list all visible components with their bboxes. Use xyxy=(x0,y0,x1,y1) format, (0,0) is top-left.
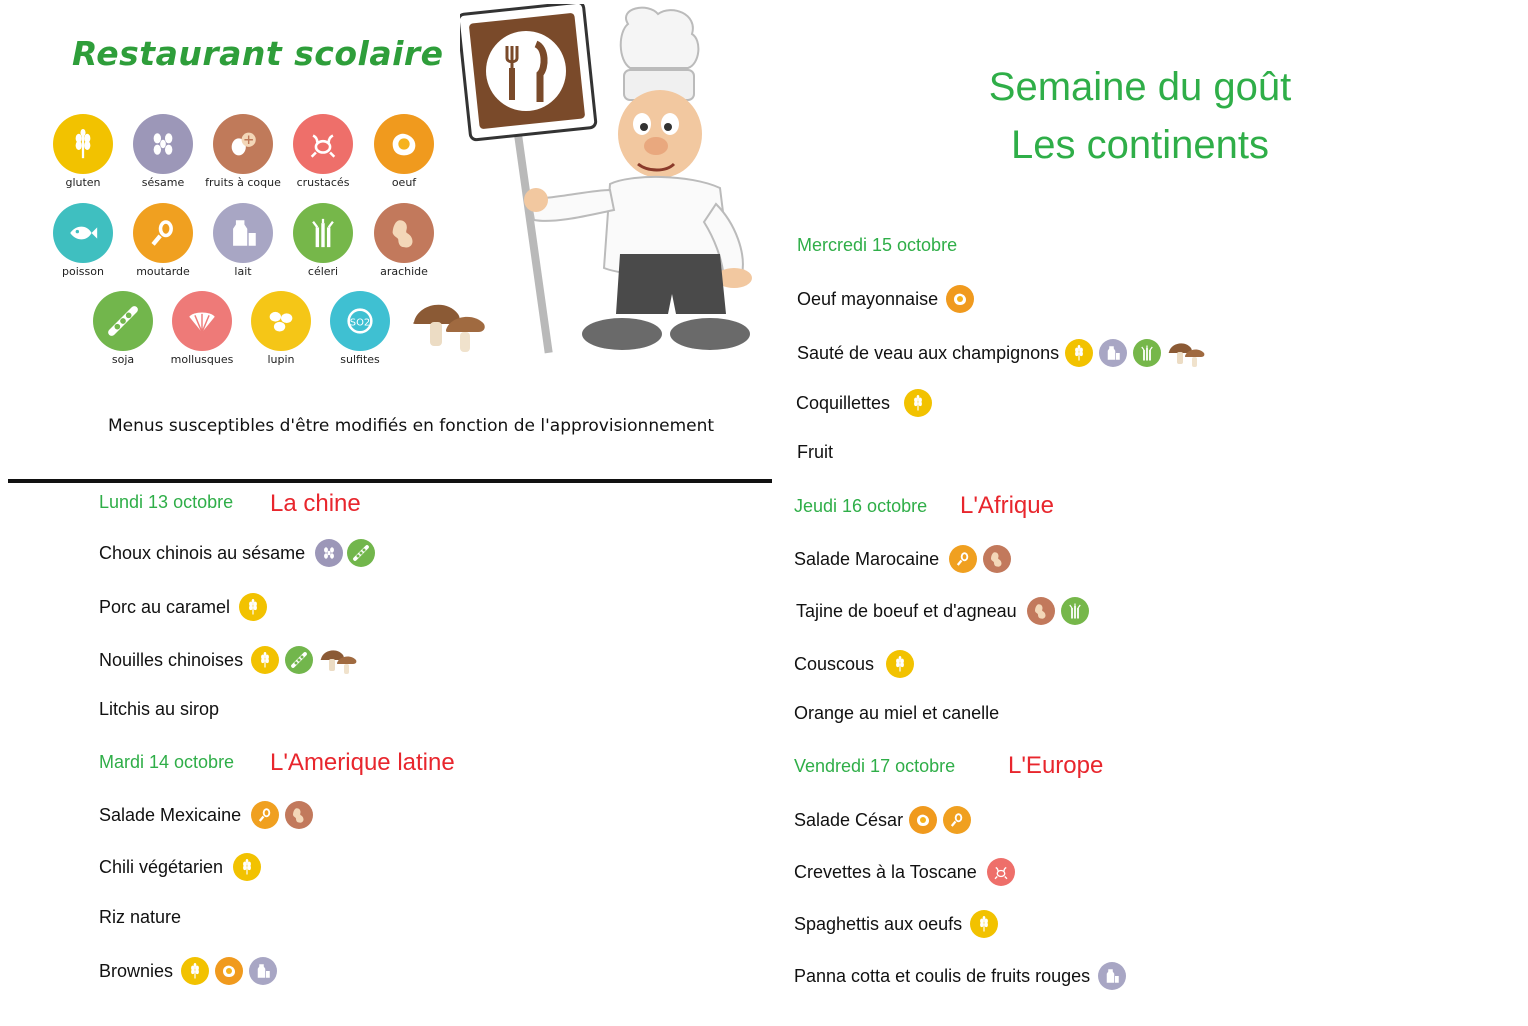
gluten-icon xyxy=(1065,339,1093,367)
gluten-icon xyxy=(239,593,267,621)
soy-icon xyxy=(285,646,313,674)
allergen-legend xyxy=(48,108,488,374)
divider-line xyxy=(8,479,772,483)
celery-icon xyxy=(1133,339,1161,367)
allergen-nuts: fruits à coque xyxy=(203,114,283,189)
dish-item: Salade César xyxy=(794,806,971,834)
crustacean-icon xyxy=(293,114,353,174)
week-title xyxy=(940,58,1340,174)
sulfite-icon xyxy=(330,291,390,351)
dish-item: Salade Mexicaine xyxy=(99,801,313,829)
allergen-lupin: lupin xyxy=(241,291,321,366)
day-thursday-date: Jeudi 16 octobre xyxy=(794,496,928,516)
week-title-line1: Semaine du goût xyxy=(988,65,1292,109)
mustard-icon xyxy=(949,545,977,573)
mollusc-icon xyxy=(172,291,232,351)
mustard-icon xyxy=(251,801,279,829)
egg-icon xyxy=(215,957,243,985)
nuts-icon xyxy=(213,114,273,174)
dish-item: Coquillettes xyxy=(796,389,932,417)
mushroom-icon xyxy=(1167,338,1207,368)
allergen-mustard: moutarde xyxy=(123,203,203,278)
dish-item: Sauté de veau aux champignons xyxy=(797,338,1207,368)
day-wednesday-date: Mercredi 15 octobre xyxy=(797,235,958,255)
egg-icon xyxy=(909,806,937,834)
dish-item: Salade Marocaine xyxy=(794,545,1011,573)
mushroom-icon xyxy=(319,645,359,675)
dish-item: Tajine de boeuf et d'agneau xyxy=(796,597,1089,625)
gluten-icon xyxy=(181,957,209,985)
allergen-milk: lait xyxy=(203,203,283,278)
dish-item: Oeuf mayonnaise xyxy=(797,285,974,313)
dish-item: Couscous xyxy=(794,650,914,678)
day-friday-theme: L'Europe xyxy=(1008,752,1104,779)
dish-item: Choux chinois au sésame xyxy=(99,539,375,567)
milk-icon xyxy=(1098,962,1126,990)
allergen-peanut: arachide xyxy=(364,203,444,278)
fish-icon xyxy=(53,203,113,263)
chef-illustration xyxy=(460,4,756,370)
allergen-soy: soja xyxy=(83,291,163,366)
peanut-icon xyxy=(983,545,1011,573)
lupin-icon xyxy=(251,291,311,351)
dish-item: Crevettes à la Toscane xyxy=(794,858,1015,886)
day-tuesday-theme: L'Amerique latine xyxy=(270,749,455,776)
dish-item: Litchis au sirop xyxy=(99,699,220,719)
soy-icon xyxy=(93,291,153,351)
day-friday-date: Vendredi 17 octobre xyxy=(794,756,956,776)
restaurant-title: Restaurant scolaire xyxy=(72,34,444,73)
egg-icon xyxy=(374,114,434,174)
gluten-icon xyxy=(53,114,113,174)
milk-icon xyxy=(249,957,277,985)
gluten-icon xyxy=(886,650,914,678)
mustard-icon xyxy=(133,203,193,263)
peanut-icon xyxy=(374,203,434,263)
gluten-icon xyxy=(233,853,261,881)
allergen-sesame: sésame xyxy=(123,114,203,189)
allergen-fish: poisson xyxy=(43,203,123,278)
sesame-icon xyxy=(315,539,343,567)
allergen-egg: oeuf xyxy=(364,114,444,189)
gluten-icon xyxy=(904,389,932,417)
crustacean-icon xyxy=(987,858,1015,886)
dish-item: Nouilles chinoises xyxy=(99,645,359,675)
peanut-icon xyxy=(285,801,313,829)
supply-notice: Menus susceptibles d'être modifiés en fonction de l'approvisionnement xyxy=(108,416,715,436)
dish-item: Riz nature xyxy=(99,907,182,927)
mustard-icon xyxy=(943,806,971,834)
dish-item: Orange au miel et canelle xyxy=(794,703,1000,723)
gluten-icon xyxy=(970,910,998,938)
dish-item: Fruit xyxy=(797,442,833,462)
dish-item: Panna cotta et coulis de fruits rouges xyxy=(794,962,1126,990)
egg-icon xyxy=(946,285,974,313)
day-monday-theme: La chine xyxy=(270,490,361,517)
dish-item: Spaghettis aux oeufs xyxy=(794,910,998,938)
week-title-line2: Les continents xyxy=(1011,123,1269,167)
milk-icon xyxy=(213,203,273,263)
dish-item: Chili végétarien xyxy=(99,853,261,881)
milk-icon xyxy=(1099,339,1127,367)
dish-item: Porc au caramel xyxy=(99,593,267,621)
celery-icon xyxy=(293,203,353,263)
gluten-icon xyxy=(251,646,279,674)
sesame-icon xyxy=(133,114,193,174)
soy-icon xyxy=(347,539,375,567)
allergen-crustacean: crustacés xyxy=(283,114,363,189)
peanut-icon xyxy=(1027,597,1055,625)
allergen-gluten: gluten xyxy=(43,114,123,189)
celery-icon xyxy=(1061,597,1089,625)
dish-item: Brownies xyxy=(99,957,277,985)
allergen-celery: céleri xyxy=(283,203,363,278)
day-thursday-theme: L'Afrique xyxy=(960,492,1054,519)
allergen-mollusc: mollusques xyxy=(162,291,242,366)
allergen-sulfite: sulfites xyxy=(320,291,400,366)
day-monday-date: Lundi 13 octobre xyxy=(99,492,234,512)
day-tuesday-date: Mardi 14 octobre xyxy=(99,752,235,772)
